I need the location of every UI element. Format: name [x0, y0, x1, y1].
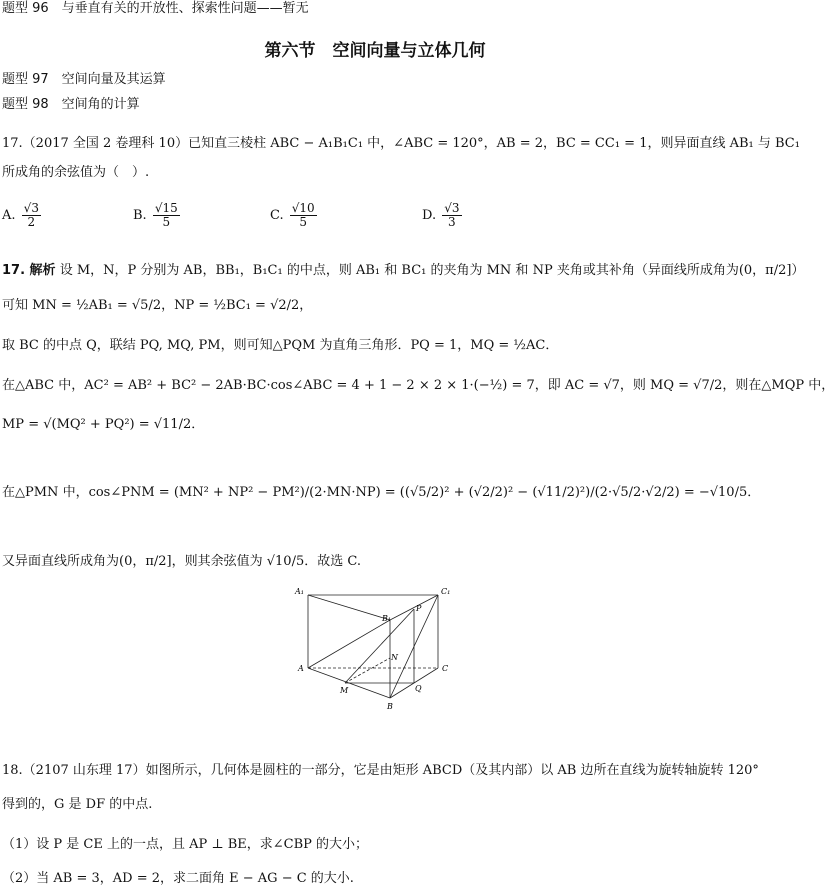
label-a1: A₁	[295, 587, 304, 596]
label-b: B	[387, 702, 393, 711]
label-c: C	[442, 664, 449, 673]
solution-17-line-5: MP = √(MQ² + PQ²) = √11/2．	[2, 417, 205, 432]
option-d: D. $\frac{√3}{3}$	[422, 201, 460, 229]
solution-17-line-6: 在△PMN 中，cos∠PNM = (MN² + NP² − PM²)/(2·MN·NP) = ((√5/2)² + (√2/2)² − (√11/2)²)/(2·√5/2·√2/2) = −√10/5．	[2, 485, 761, 500]
solution-17-line-2: 可知 MN = ½AB₁ = √5/2，NP = ½BC₁ = √2/2，	[2, 298, 313, 313]
label-n: N	[391, 653, 398, 662]
option-b: B. $\frac{√15}{5}$	[133, 201, 178, 229]
solution-17-line-4: 在△ABC 中，AC² = AB² + BC² − 2AB·BC·cos∠ABC = 4 + 1 − 2 × 2 × 1·(−½) = 7，即 AC = √7，则 MQ = √7/2，则在△MQP 中，	[2, 378, 834, 393]
problem-18-line-1: 18.（2107 山东理 17）如图所示，几何体是圆柱的一部分，它是由矩形 ABCD（及其内部）以 AB 边所在直线为旋转轴旋转 120°	[2, 763, 759, 778]
solution-17-line-3: 取 BC 的中点 Q，联结 PQ, MQ, PM，则可知△PQM 为直角三角形．PQ = 1，MQ = ½AC．	[2, 338, 559, 353]
label-p: P	[416, 604, 422, 613]
solution-label: 17. 解析	[2, 263, 56, 278]
label-q: Q	[415, 684, 422, 693]
section-title: 第六节 空间向量与立体几何	[264, 41, 486, 61]
problem-18-question-1: （1）设 P 是 CE 上的一点，且 AP ⊥ BE，求∠CBP 的大小；	[2, 837, 369, 852]
prism-figure	[290, 585, 460, 715]
label-b1: B₁	[382, 614, 392, 623]
question-type-97: 题型 97 空间向量及其运算	[2, 72, 166, 87]
solution-17-line-7: 又异面直线所成角为(0，π/2]，则其余弦值为 √10/5．故选 C.	[2, 554, 361, 569]
option-a: A. $\frac{√3}{2}$	[2, 201, 39, 229]
label-c1: C₁	[441, 587, 451, 596]
label-a: A	[298, 664, 304, 673]
question-type-98: 题型 98 空间角的计算	[2, 97, 140, 112]
label-m: M	[340, 686, 349, 695]
option-c: C. $\frac{√10}{5}$	[270, 201, 315, 229]
problem-18-question-2: （2）当 AB = 3，AD = 2，求二面角 E − AG − C 的大小.	[2, 871, 354, 886]
question-type-96: 题型 96 与垂直有关的开放性、探索性问题——暂无	[2, 1, 309, 16]
solution-17-line-1: 17. 解析 设 M，N，P 分别为 AB，BB₁，B₁C₁ 的中点，则 AB₁ 和 BC₁ 的夹角为 MN 和 NP 夹角或其补角（异面线所成角为(0，π/2]）	[2, 263, 805, 278]
problem-17-line-2: 所成角的余弦值为（ ）.	[2, 165, 150, 180]
problem-18-line-2: 得到的，G 是 DF 的中点.	[2, 797, 153, 812]
problem-17-line-1: 17.（2017 全国 2 卷理科 10）已知直三棱柱 ABC − A₁B₁C₁ 中，∠ABC = 120°，AB = 2，BC = CC₁ = 1，则异面直线 AB₁ 与 BC₁	[2, 136, 800, 151]
